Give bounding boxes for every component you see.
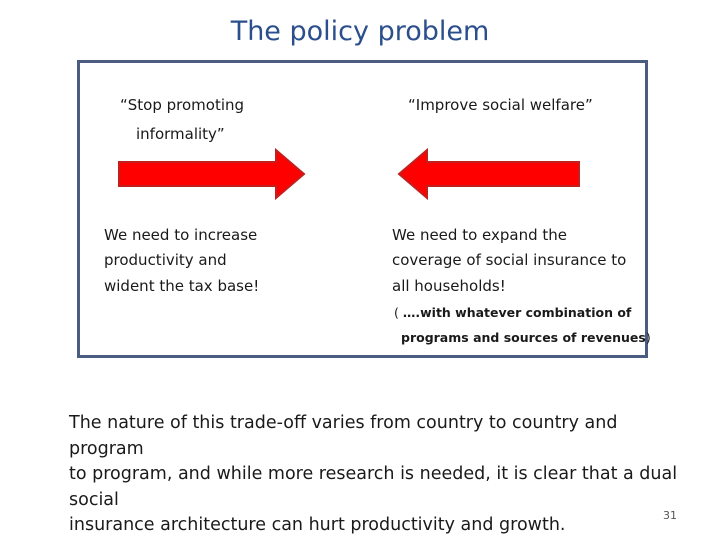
right-note-line1 bbox=[394, 301, 631, 325]
right-quote: “Improve social welfare” bbox=[408, 96, 593, 114]
left-quote-line1: “Stop promoting bbox=[120, 96, 245, 114]
page-number: 31 bbox=[663, 509, 677, 522]
right-pointing-arrow-icon bbox=[116, 147, 308, 201]
right-body-line1: We need to expand the bbox=[392, 226, 567, 244]
left-pointing-arrow-icon bbox=[396, 147, 582, 201]
note-open-paren: ( bbox=[394, 305, 403, 320]
left-body-line3: wident the tax base! bbox=[104, 277, 260, 295]
footer-line3: insurance architecture can hurt productivity and growth. bbox=[69, 515, 566, 535]
slide-title: The policy problem bbox=[230, 16, 490, 47]
note-close-paren: ) bbox=[645, 330, 651, 345]
left-body-line2: productivity and bbox=[104, 251, 227, 269]
left-body-line1: We need to increase bbox=[104, 226, 258, 244]
right-note-line2 bbox=[401, 326, 651, 350]
note-text-line2: programs and sources of revenues bbox=[401, 330, 646, 345]
right-body-line3: all households! bbox=[392, 277, 506, 295]
footer-line1: The nature of this trade-off varies from country to country and program bbox=[69, 413, 618, 459]
footer-paragraph bbox=[69, 411, 689, 539]
note-text-line1: ….with whatever combination of bbox=[402, 305, 632, 320]
left-quote-line2: informality” bbox=[136, 125, 225, 143]
right-body-line2: coverage of social insurance to bbox=[392, 251, 627, 269]
footer-line2: to program, and while more research is needed, it is clear that a dual social bbox=[69, 464, 678, 510]
